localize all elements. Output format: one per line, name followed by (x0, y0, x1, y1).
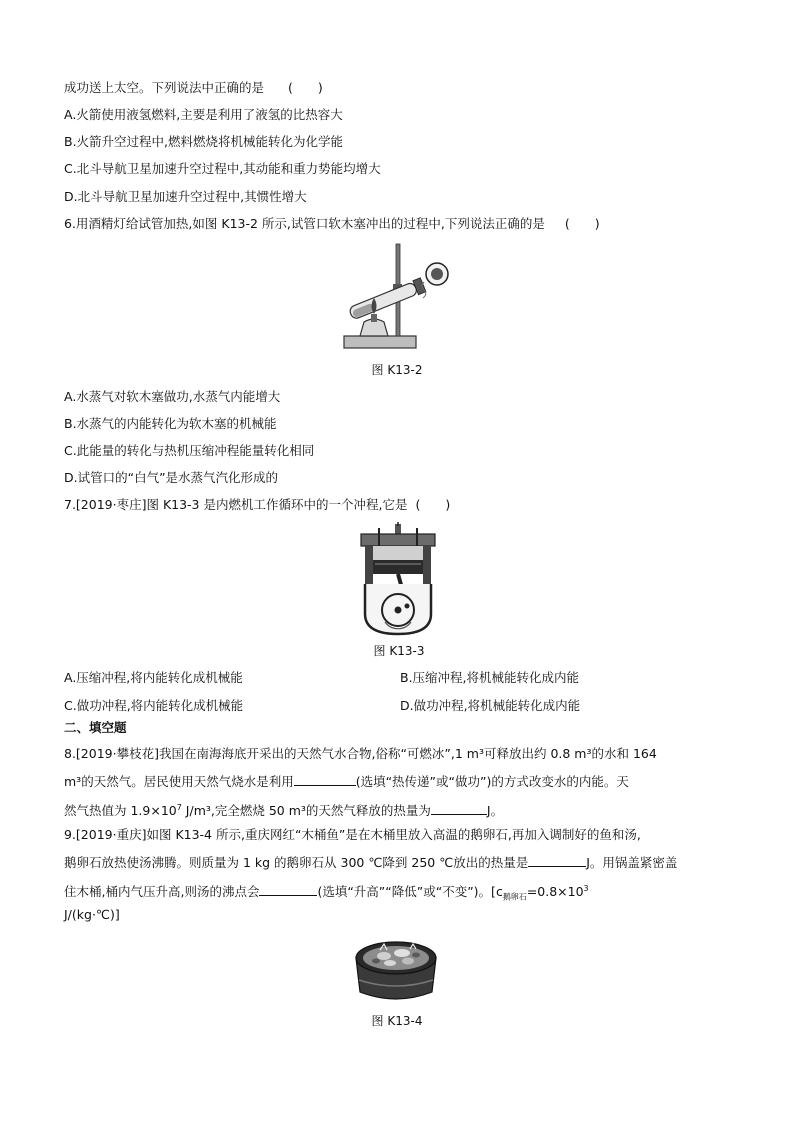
figure-k13-4-caption: 图 K13-4 (371, 1014, 423, 1028)
q8-blank-2[interactable] (431, 801, 487, 815)
q8-line-3: 然气热值为 $1.9\times 10^7$ J/m³,完全燃烧 50 m³的天然气释放的热量为 J。 (64, 803, 504, 819)
q7-option-b: B.压缩冲程,将机械能转化成内能 (400, 670, 580, 685)
q9-blank-1[interactable] (528, 853, 586, 867)
q6-option-a: A.水蒸气对软木塞做功,水蒸气内能增大 (64, 389, 281, 404)
q9-line-3: 住木桶,桶内气压升高,则汤的沸点会 (选填“升高”“降低”或“不变”)。[$c_{鹅卵石}=0.8\times 10^3$ (64, 884, 589, 902)
q8-line-2: m³的天然气。居民使用天然气烧水是利用 (选填“热传递”或“做功”)的方式改变水的内能。天 (64, 774, 629, 789)
q9-line-4: J/(kg·℃)] (64, 907, 120, 922)
q7-option-a: A.压缩冲程,将内能转化成机械能 (64, 670, 243, 685)
section-title-fill-in: 二、填空题 (64, 720, 127, 735)
q9-line-1: 9.[2019·重庆]如图 K13-4 所示,重庆网红“木桶鱼”是在木桶里放入高温的鹅卵石,再加入调制好的鱼和汤, (64, 827, 641, 842)
q5-option-d: D.北斗导航卫星加速升空过程中,其惯性增大 (64, 189, 307, 204)
q7-option-d: D.做功冲程,将机械能转化成内能 (400, 698, 581, 713)
q6-option-d: D.试管口的“白气”是水蒸气汽化形成的 (64, 470, 279, 485)
test-tube-heating-figure (338, 238, 460, 354)
figure-k13-2-caption: 图 K13-2 (371, 363, 423, 377)
q6-option-c: C.此能量的转化与热机压缩冲程能量转化相同 (64, 443, 315, 458)
figure-k13-3-caption: 图 K13-3 (373, 644, 425, 658)
engine-cylinder-figure (355, 522, 441, 636)
q5-option-c: C.北斗导航卫星加速升空过程中,其动能和重力势能均增大 (64, 161, 381, 176)
q5-option-a: A.火箭使用液氢燃料,主要是利用了液氢的比热容大 (64, 107, 343, 122)
q5-option-b: B.火箭升空过程中,燃料燃烧将机械能转化为化学能 (64, 134, 344, 149)
q9-line-2: 鹅卵石放热使汤沸腾。则质量为 1 kg 的鹅卵石从 300 ℃降到 250 ℃放出的热量是 J。用锅盖紧密盖 (64, 855, 678, 870)
q7-option-c: C.做功冲程,将内能转化成机械能 (64, 698, 244, 713)
q9-blank-2[interactable] (259, 882, 317, 896)
q5-stem: 成功送上太空。下列说法中正确的是 ( ) (64, 80, 323, 95)
q6-option-b: B.水蒸气的内能转化为软木塞的机械能 (64, 416, 277, 431)
q6-stem: 6.用酒精灯给试管加热,如图 K13-2 所示,试管口软木塞冲出的过程中,下列说法正确的是 ( ) (64, 216, 600, 231)
q7-stem: 7.[2019·枣庄]图 K13-3 是内燃机工作循环中的一个冲程,它是 ( ) (64, 497, 451, 512)
wooden-bucket-fish-figure (350, 928, 442, 1008)
q8-blank-1[interactable] (294, 772, 356, 786)
q8-line-1: 8.[2019·攀枝花]我国在南海海底开采出的天然气水合物,俗称“可燃冰”,1 m³可释放出约 0.8 m³的水和 164 (64, 746, 657, 761)
